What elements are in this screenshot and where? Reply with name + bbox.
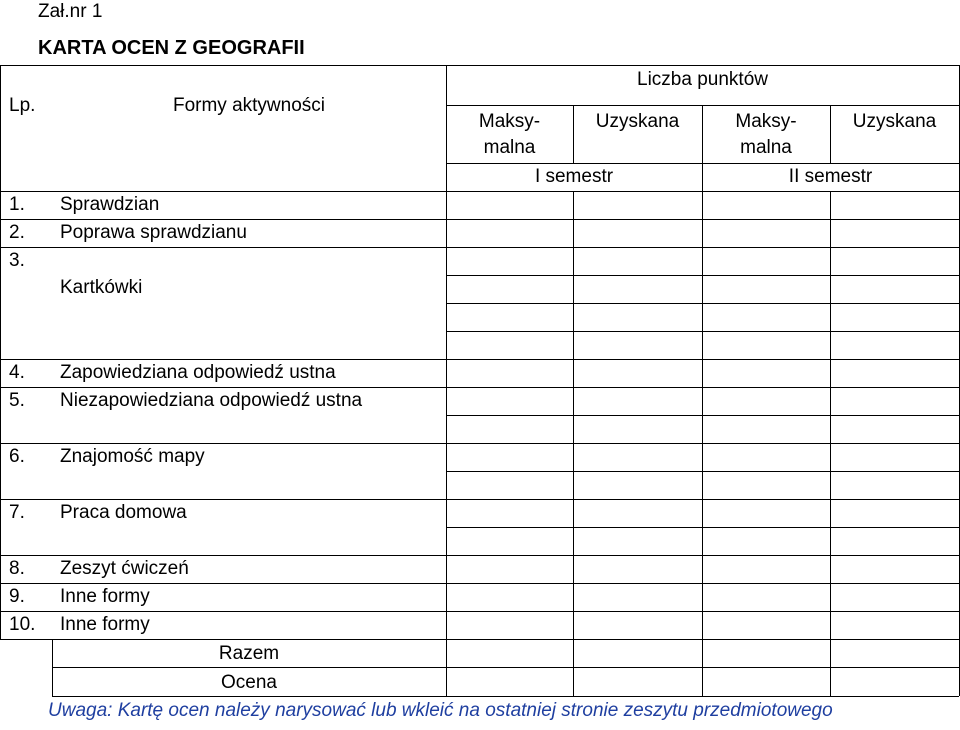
grid-line: [702, 105, 703, 696]
header-max-2-line2: malna: [740, 137, 792, 158]
row-9-label: Inne formy: [60, 586, 150, 607]
grid-line: [0, 611, 959, 612]
grid-line: [52, 667, 959, 668]
row-3-label: Kartkówki: [60, 277, 143, 298]
grid-line: [573, 191, 574, 696]
note-text: Uwaga: Kartę ocen należy narysować lub wkleić na ostatniej stronie zeszytu przedmiotowego: [48, 700, 833, 721]
row-6-number: 6.: [9, 446, 25, 467]
header-points: Liczba punktów: [637, 69, 768, 90]
grid-line: [830, 191, 831, 696]
grade-label: Ocena: [221, 672, 277, 693]
table-border-top: [0, 65, 959, 66]
row-7-label: Praca domowa: [60, 502, 187, 523]
row-4-number: 4.: [9, 362, 25, 383]
header-max-1-line1: Maksy-: [478, 111, 541, 132]
header-max-1-line2: malna: [483, 137, 536, 158]
header-got-1: Uzyskana: [595, 111, 680, 132]
header-got-2: Uzyskana: [852, 111, 937, 132]
header-semester-2: II semestr: [788, 166, 873, 187]
row-7-number: 7.: [9, 502, 25, 523]
grid-line: [0, 191, 959, 192]
row-2-number: 2.: [9, 222, 25, 243]
row-5-number: 5.: [9, 390, 25, 411]
grid-line: [0, 443, 959, 444]
header-forms: Formy aktywności: [172, 95, 326, 116]
row-9-number: 9.: [9, 586, 25, 607]
page-title: KARTA OCEN Z GEOGRAFII: [38, 37, 305, 59]
header-lp: Lp.: [9, 95, 36, 116]
table-border-bottom: [52, 696, 959, 697]
row-8-number: 8.: [9, 558, 25, 579]
total-label: Razem: [218, 643, 280, 664]
grid-line: [446, 65, 447, 696]
grid-line: [0, 359, 959, 360]
grid-line: [0, 219, 959, 220]
row-4-label: Zapowiedziana odpowiedź ustna: [60, 362, 336, 383]
row-6-label: Znajomość mapy: [60, 446, 205, 467]
grid-line: [0, 387, 959, 388]
row-5-label: Niezapowiedziana odpowiedź ustna: [60, 390, 363, 411]
grid-line: [0, 583, 959, 584]
grid-line: [0, 499, 959, 500]
grid-line: [0, 639, 959, 640]
header-semester-1: I semestr: [534, 166, 614, 187]
grid-line: [0, 247, 959, 248]
row-1-label: Sprawdzian: [60, 194, 160, 215]
attachment-label: Zał.nr 1: [38, 1, 103, 22]
row-10-label: Inne formy: [60, 614, 150, 635]
row-2-label: Poprawa sprawdzianu: [60, 222, 247, 243]
row-8-label: Zeszyt ćwiczeń: [60, 558, 189, 579]
header-max-2-line1: Maksy-: [735, 111, 797, 132]
row-3-number: 3.: [9, 250, 25, 271]
grid-line: [0, 555, 959, 556]
row-10-number: 10.: [9, 614, 36, 635]
grid-line: [0, 65, 1, 639]
row-1-number: 1.: [9, 194, 25, 215]
